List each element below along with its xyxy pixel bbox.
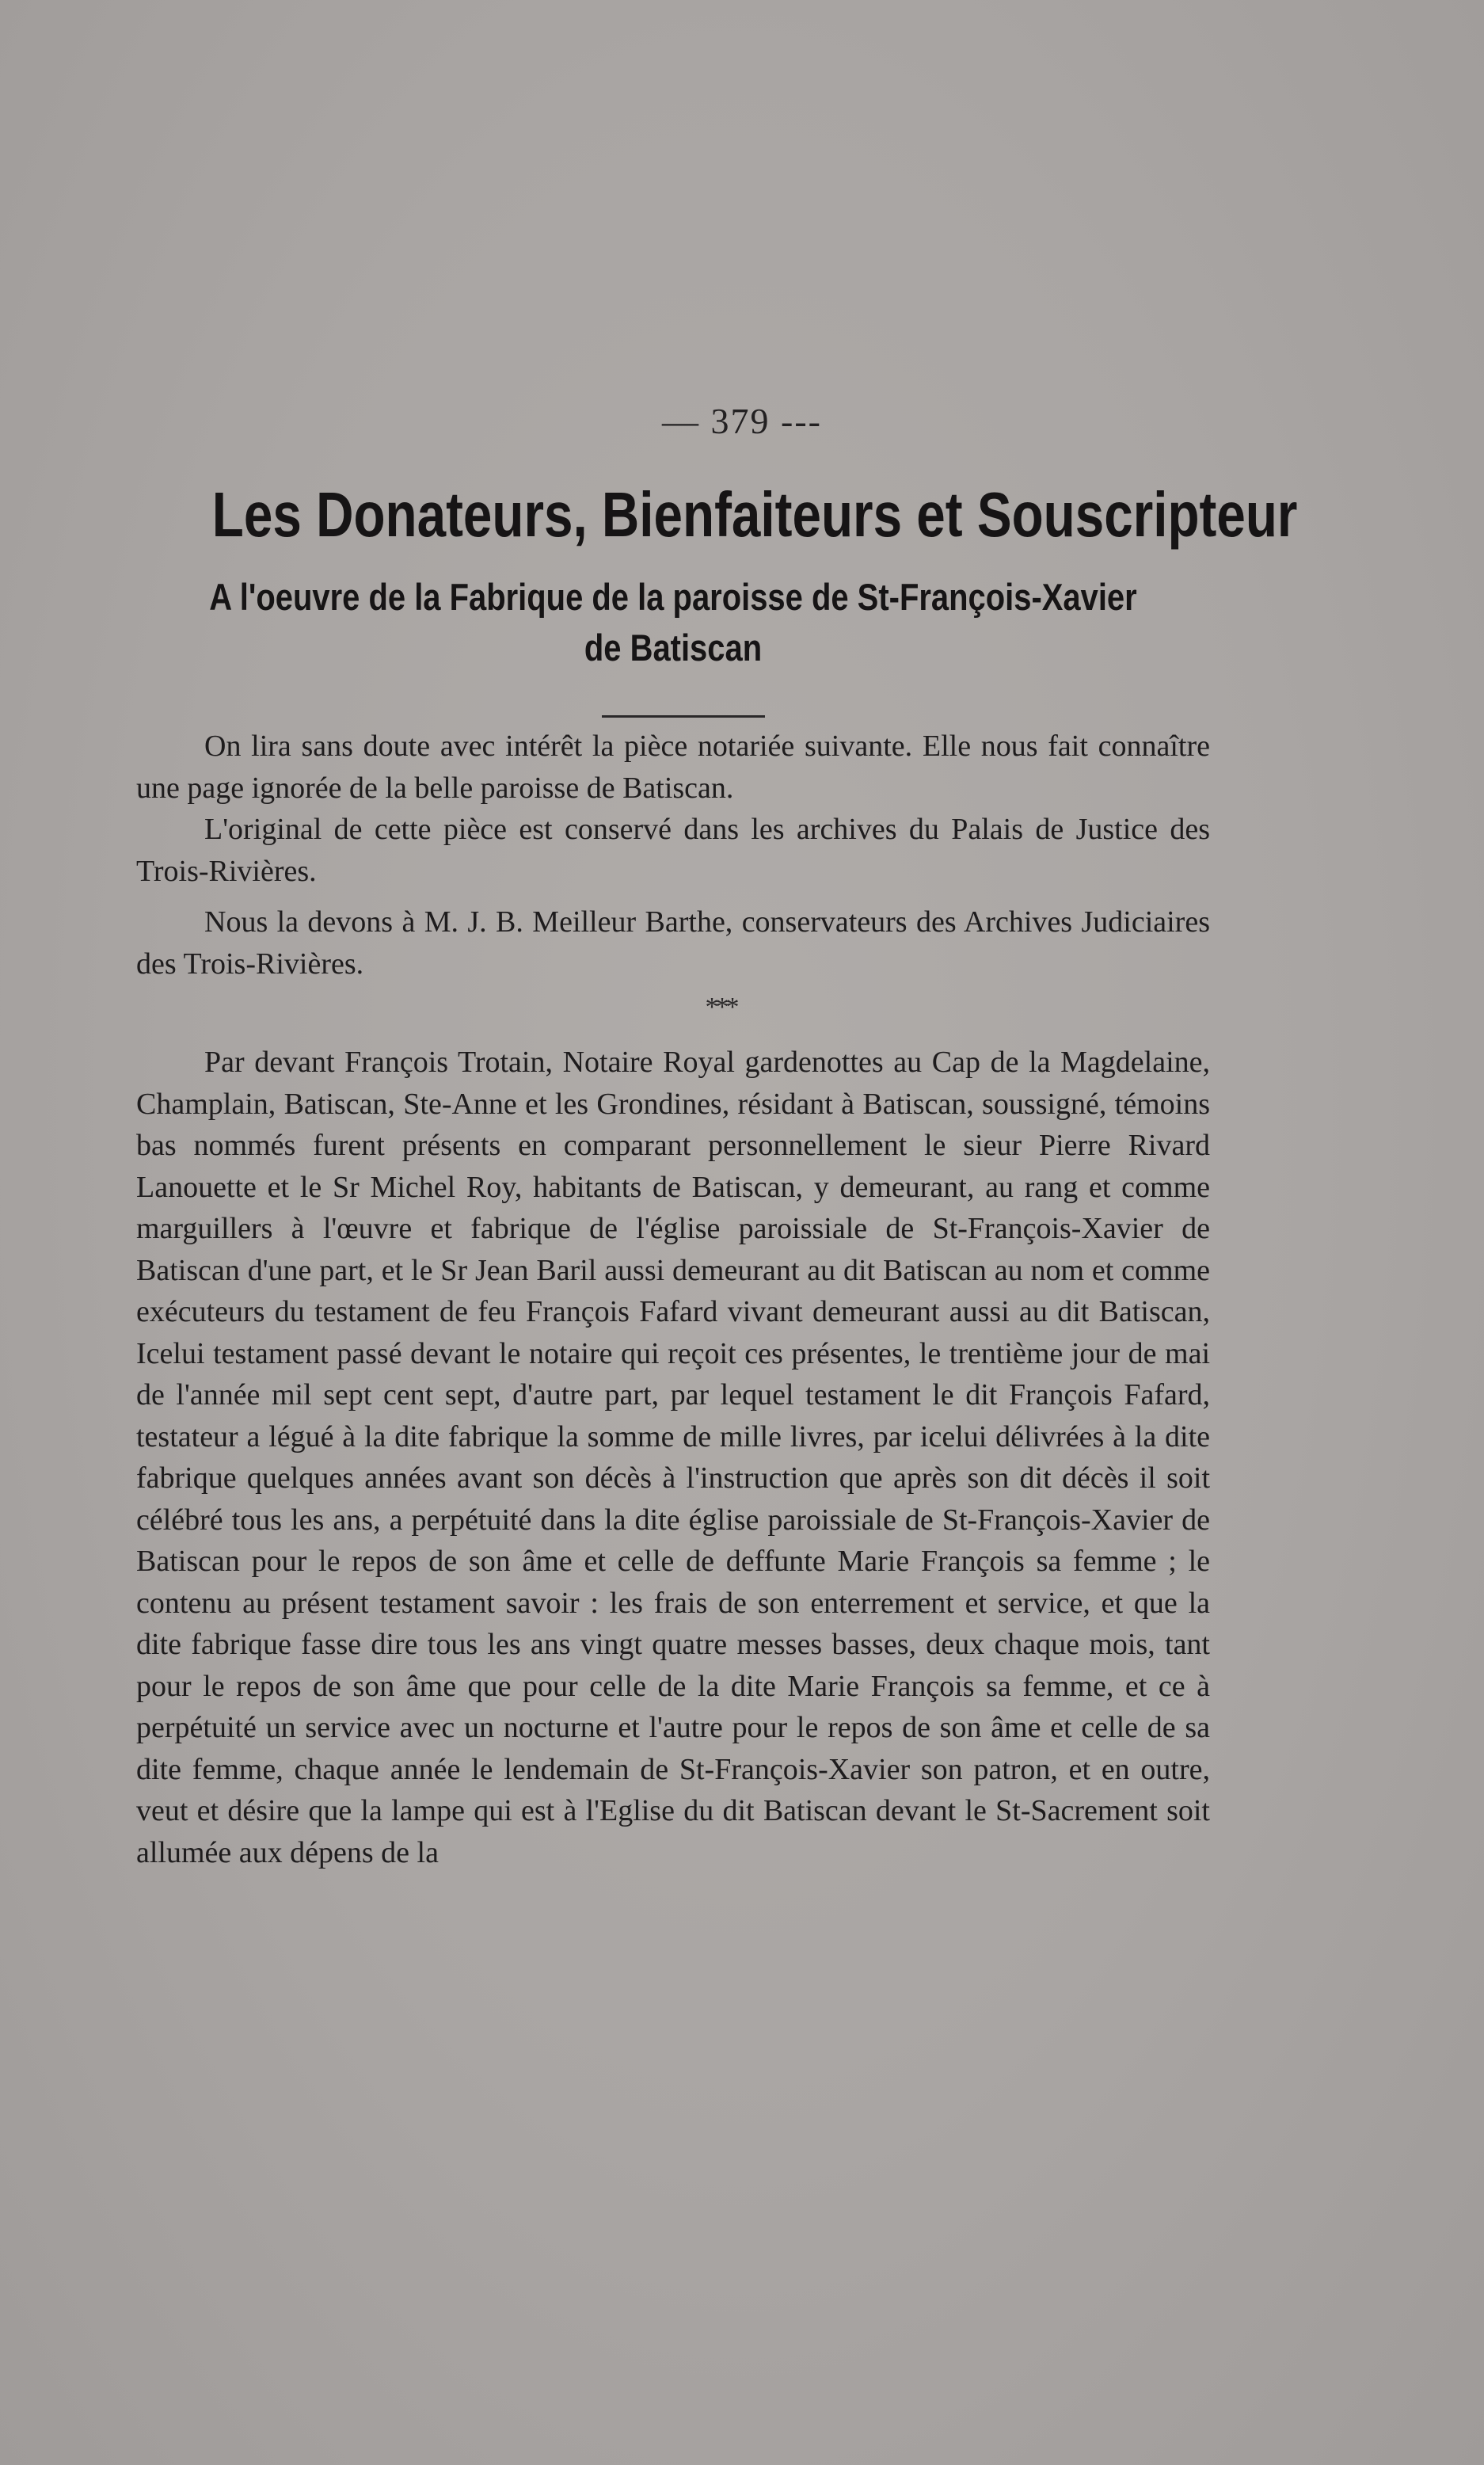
page-number: — 379 ---	[662, 401, 822, 441]
article-body	[136, 726, 1210, 1873]
article-title: Les Donateurs, Bienfaiteurs et Souscripteur	[211, 479, 1298, 550]
title-divider	[602, 715, 765, 718]
article-subtitle: A l'oeuvre de la Fabrique de la paroisse de St-François-Xavier de Batiscan	[209, 576, 1137, 669]
intro-paragraph-3: Nous la devons à M. J. B. Meilleur Barthe, conservateurs des Archives Judiciaires des Trois-Rivières.	[136, 905, 1210, 981]
intro-paragraph-2: L'original de cette pièce est conservé dans les archives du Palais de Justice des Trois-Rivières.	[136, 813, 1210, 888]
notarial-act-text: Par devant François Trotain, Notaire Royal gardenottes au Cap de la Magdelaine, Champlain, Batiscan, Ste-Anne et les Grondines, résidant à Batiscan, soussigné, témoins bas nommés furent présents en comparant personnellement le sieur Pierre Rivard Lanouette et le Sr Michel Roy, habitants de Batiscan, y demeurant, au rang et comme marguillers à l'œuvre et fabrique de l'église paroissiale de St-François-Xavier de Batiscan d'une part, et le Sr Jean Baril aussi demeurant au dit Batiscan au nom et comme exécuteurs du testament de feu François Fafard vivant demeurant aussi au dit Batiscan, Icelui testament passé devant le notaire qui reçoit ces présentes, le trentième jour de mai de l'année mil sept cent sept, d'autre part, par lequel testament le dit François Fafard, testateur a légué à la dite fabrique la somme de mille livres, par icelui délivrées à la dite fabrique quelques années avant son décès à l'instruction que après son dit décès il soit célébré tous les ans, a perpétuité dans la dite église paroissiale de St-François-Xavier de Batiscan pour le repos de son âme et celle de deffunte Marie François sa femme ; le contenu au présent testament savoir : les frais de son enterrement et service, et que la dite fabrique fasse dire tous les ans vingt quatre messes basses, deux chaque mois, tant pour le repos de son âme que pour celle de la dite Marie François sa femme, et ce à perpétuité un service avec un nocturne et l'autre pour le repos de son âme et celle de sa dite femme, chaque année le lendemain de St-François-Xavier son patron, et en outre, veut et désire que la lampe qui est à l'Eglise du dit Batiscan devant le St-Sacrement soit allumée aux dépens de la	[136, 1046, 1210, 1869]
intro-paragraph-1: On lira sans doute avec intérêt la pièce notariée suivante. Elle nous fait connaître une page ignorée de la belle paroisse de Batiscan.	[136, 730, 1210, 805]
asterism-separator: ***	[705, 992, 736, 1022]
